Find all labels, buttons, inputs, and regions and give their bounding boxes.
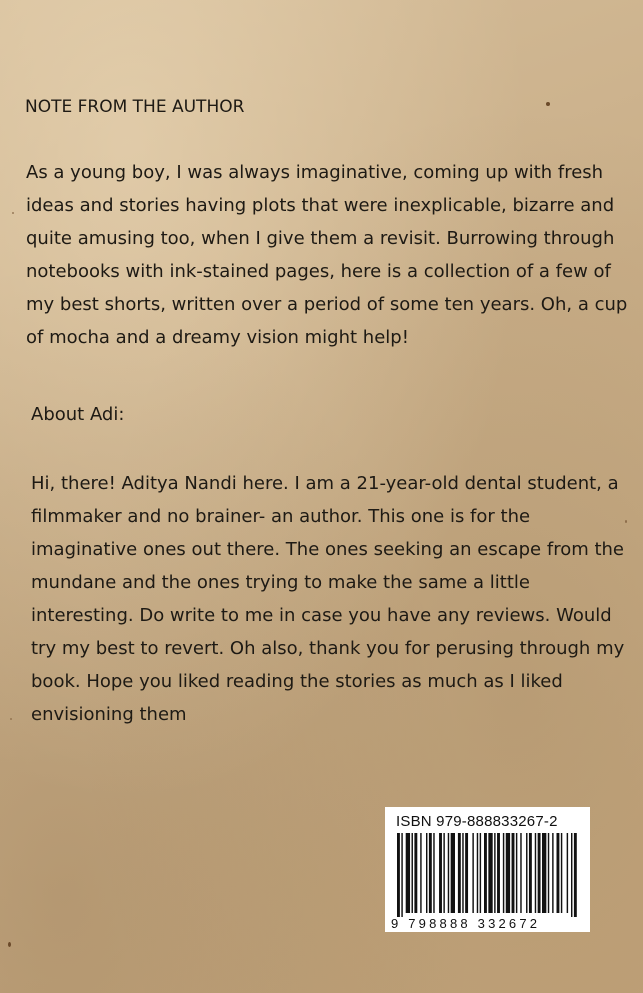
barcode-bar (426, 833, 427, 913)
note-line: notebooks with ink-stained pages, here is a collection of a few of (26, 261, 611, 282)
barcode-bar (538, 833, 541, 913)
barcode-bar (571, 833, 572, 917)
barcode-bar (516, 833, 517, 913)
isbn-label: ISBN 979-888833267-2 (396, 813, 558, 830)
barcode-bar (506, 833, 510, 913)
paper-speck (546, 102, 550, 106)
about-line: filmmaker and no brainer- an author. This one is for the (31, 506, 531, 527)
barcode-bar (494, 833, 495, 913)
barcode-bar (529, 833, 532, 913)
about-line: try my best to revert. Oh also, thank you for perusing through my (31, 638, 625, 659)
barcode-bar (412, 833, 413, 913)
paper-speck (625, 520, 627, 523)
about-line: envisioning them (31, 704, 187, 725)
about-paragraph (31, 467, 624, 731)
barcode-bar (484, 833, 487, 913)
barcode-bar (433, 833, 434, 913)
barcode-bar (448, 833, 449, 913)
paper-speck (8, 942, 11, 947)
about-line: Hi, there! Aditya Nandi here. I am a 21-year-old dental student, a (31, 473, 619, 494)
barcode-bar (443, 833, 444, 913)
barcode-bar (397, 833, 400, 917)
barcode-bar (561, 833, 562, 913)
barcode-bars (395, 833, 583, 917)
paper-speck (12, 212, 14, 214)
barcode-bar (552, 833, 553, 913)
barcode-bar (420, 833, 421, 913)
barcode-bar (451, 833, 455, 913)
note-line: quite amusing too, when I give them a revisit. Burrowing through (26, 228, 615, 249)
about-line: imaginative ones out there. The ones seeking an escape from the (31, 539, 625, 560)
note-paragraph (26, 156, 627, 354)
note-line: ideas and stories having plots that were inexplicable, bizarre and (26, 195, 615, 216)
barcode-bar (574, 833, 577, 917)
barcode-bar (465, 833, 468, 913)
barcode-bar (488, 833, 492, 913)
note-line: As a young boy, I was always imaginative, coming up with fresh (26, 162, 604, 183)
about-line: mundane and the ones trying to make the same a little (31, 572, 530, 593)
about-line: interesting. Do write to me in case you have any reviews. Would (31, 605, 612, 626)
barcode-bar (472, 833, 473, 913)
barcode-bar (462, 833, 463, 913)
barcode-bar (548, 833, 549, 913)
isbn-digits: 9 798888 332672 (391, 916, 541, 931)
about-heading: About Adi: (31, 404, 125, 425)
note-heading: NOTE FROM THE AUTHOR (25, 97, 245, 117)
barcode-bar (429, 833, 432, 913)
barcode-bar (458, 833, 461, 913)
barcode-bar (401, 833, 402, 917)
barcode-bar (406, 833, 410, 913)
barcode-bar (439, 833, 442, 913)
barcode-bar (512, 833, 515, 913)
isbn-barcode (385, 807, 590, 932)
barcode-bar (520, 833, 521, 913)
barcode-bar (414, 833, 417, 913)
barcode-bar (477, 833, 478, 913)
paper-speck (10, 718, 12, 720)
barcode-bar (535, 833, 536, 913)
barcode-bar (557, 833, 560, 913)
barcode-bar (480, 833, 481, 913)
note-line: my best shorts, written over a period of some ten years. Oh, a cup (26, 294, 628, 315)
barcode-bar (542, 833, 546, 913)
barcode-bar (567, 833, 568, 913)
barcode-bar (503, 833, 504, 913)
about-line: book. Hope you liked reading the stories as much as I liked (31, 671, 563, 692)
barcode-bar (497, 833, 500, 913)
barcode-bar (526, 833, 527, 913)
note-line: of mocha and a dreamy vision might help! (26, 327, 409, 348)
